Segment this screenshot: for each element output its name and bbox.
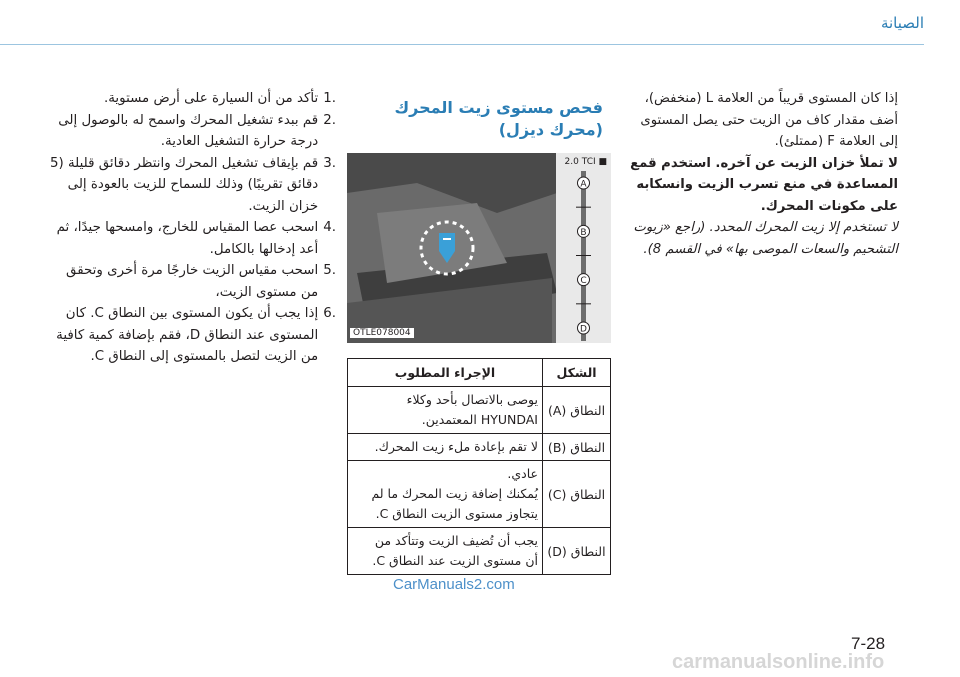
- step-text: اسحب عصا المقياس للخارج، وامسحها جيدًا، ثم أعد إدخالها بالكامل.: [56, 220, 319, 257]
- action-line: HYUNDAI المعتمدين.: [421, 412, 538, 427]
- step-item: [46, 260, 336, 303]
- required-action-cell: [348, 461, 543, 528]
- step-item: [46, 110, 336, 153]
- action-line: عادي.: [507, 466, 538, 481]
- step-item: [46, 88, 336, 110]
- step-item: [46, 153, 336, 218]
- step-text: قم بإيقاف تشغيل المحرك وانتظر دقائق قليلة (5 دقائق تقريبًا) وذلك للسماح للزيت بالعودة إلى خزان الزيت.: [49, 155, 319, 214]
- table-row: [348, 387, 611, 434]
- caution-bold-text: لا تملأ خزان الزيت عن آخره. استخدم قمع المساعدة في منع تسرب الزيت وانسكابه على مكونات المحرك.: [630, 155, 898, 214]
- range-state-cell: النطاق (C): [543, 461, 611, 528]
- range-label: C: [580, 276, 587, 287]
- action-line: يتجاوز مستوى الزيت النطاق C.: [375, 506, 538, 521]
- step-text: قم ببدء تشغيل المحرك واسمح له بالوصول إلى درجة حرارة التشغيل العادية.: [58, 112, 319, 149]
- figure-code: OTLE078004: [350, 328, 414, 338]
- action-line: يجب أن تُضيف الزيت وتتأكد من: [374, 533, 538, 548]
- middle-column: [347, 97, 611, 343]
- steps-list: [46, 88, 336, 368]
- action-line: لا تقم بإعادة ملء زيت المحرك.: [374, 439, 538, 454]
- range-label: B: [580, 227, 587, 238]
- page-number: 7-28: [851, 634, 886, 653]
- step-number: .5: [323, 263, 336, 278]
- state-column-header: الشكل: [543, 359, 611, 387]
- range-state-cell: النطاق (B): [543, 434, 611, 461]
- table-row: [348, 528, 611, 575]
- refill-paragraph: إذا كان المستوى قريباً من العلامة L (منخفض)، أضف مقدار كاف من الزيت حتى يصل المستوى إلى العلامة F (ممتلئ).: [640, 91, 898, 149]
- action-line: يوصى بالاتصال بأحد وكلاء: [406, 392, 538, 407]
- dipstick-graphic: [556, 153, 611, 343]
- action-line: أن مستوى الزيت عند النطاق C.: [372, 553, 538, 568]
- footer-site: carmanualsonline.info: [672, 651, 885, 673]
- watermark: CarManuals2.com: [393, 576, 515, 593]
- action-column-header: الإجراء المطلوب: [348, 359, 543, 387]
- table-row: [348, 461, 611, 528]
- range-label: A: [580, 179, 587, 190]
- range-state-cell: النطاق (A): [543, 387, 611, 434]
- action-line: يُمكنك إضافة زيت المحرك ما لم: [371, 486, 538, 501]
- dipstick-figure: [347, 153, 611, 343]
- step-number: .2: [323, 112, 336, 128]
- step-number: .4: [323, 220, 336, 235]
- step-number: .1: [323, 91, 336, 106]
- table-row: [348, 434, 611, 461]
- step-text: إذا يجب أن يكون المستوى بين النطاق C. كان المستوى عند النطاق D، فقم بإضافة كمية كافية من الزيت لتصل بالمستوى إلى النطاق C.: [56, 306, 319, 364]
- step-text: تأكد من أن السيارة على أرض مستوية.: [103, 91, 319, 106]
- step-item: [46, 303, 336, 368]
- note-italic-text: لا تستخدم إلا زيت المحرك المحدد. (راجع «زيوت التشحيم والسعات الموصى بها» في القسم 8).: [633, 220, 898, 257]
- section-title: فحص مستوى زيت المحرك (محرك ديزل): [394, 98, 603, 139]
- step-number: .3: [323, 155, 336, 171]
- step-text: اسحب مقياس الزيت خارجًا مرة أخرى وتحقق من مستوى الزيت،: [66, 263, 319, 300]
- range-state-cell: النطاق (D): [543, 528, 611, 575]
- range-label: D: [580, 324, 587, 335]
- page-header-title: الصيانة: [880, 14, 924, 32]
- right-column: [623, 88, 898, 260]
- required-action-cell: [348, 387, 543, 434]
- header-rule: [0, 44, 924, 45]
- required-action-cell: [348, 528, 543, 575]
- step-item: [46, 217, 336, 260]
- step-number: .6: [323, 306, 336, 321]
- figure-inset: [556, 153, 611, 343]
- inset-title: 2.0 TCI ■: [564, 157, 607, 167]
- oil-level-table: [347, 358, 611, 575]
- table-header-row: [348, 359, 611, 387]
- required-action-cell: [348, 434, 543, 461]
